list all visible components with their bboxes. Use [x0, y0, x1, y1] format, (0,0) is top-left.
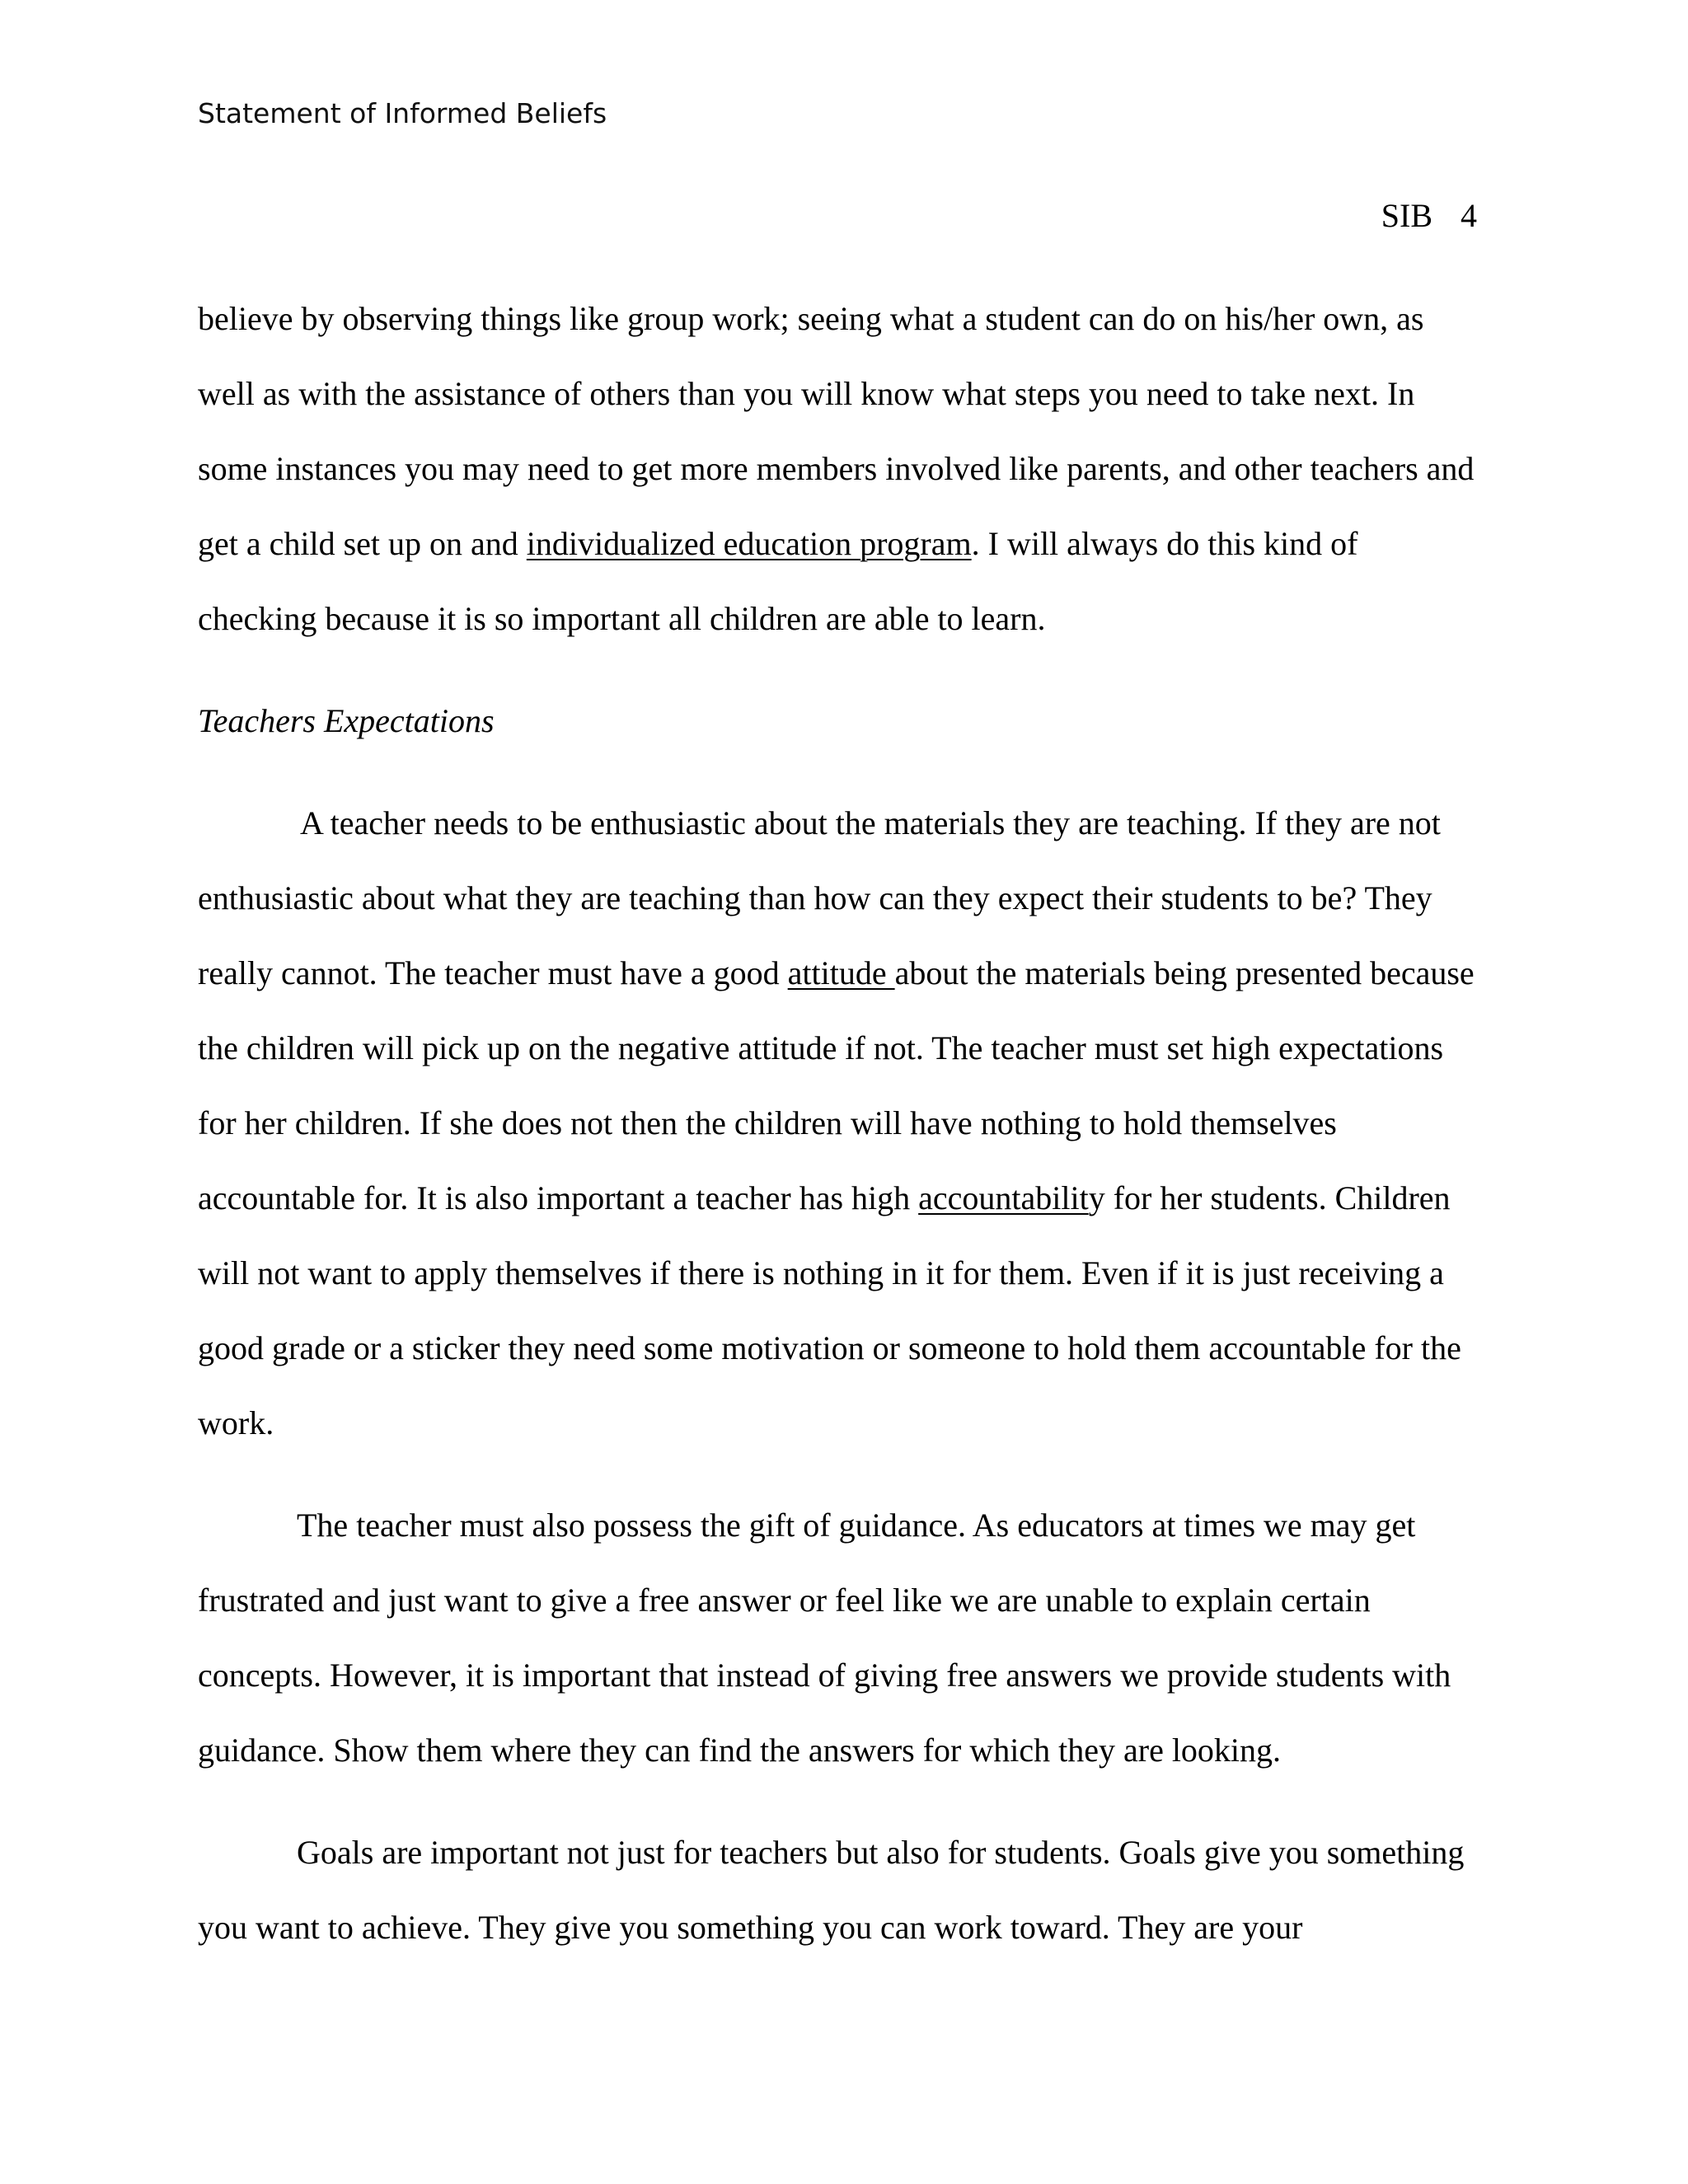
- paragraph-3-line-2: frustrated and just want to give a free answer or feel like we are unable to explain certain: [198, 1582, 1371, 1619]
- paragraph-1-line-3: some instances you may need to get more members involved like parents, and other teachers and: [198, 450, 1475, 487]
- paragraph-2-line-6-text-after: y for her students. Children: [1088, 1179, 1451, 1216]
- paragraph-4-line-1: Goals are important not just for teachers but also for students. Goals give you something: [297, 1834, 1465, 1871]
- link-individualized-education-program[interactable]: individualized education program: [526, 525, 972, 562]
- paragraph-1-line-1: believe by observing things like group work; seeing what a student can do on his/her own, as: [198, 300, 1424, 337]
- paragraph-2-line-5: for her children. If she does not then the children will have nothing to hold themselves: [198, 1104, 1337, 1141]
- paragraph-2-line-3-text-before: really cannot. The teacher must have a good: [198, 954, 788, 991]
- paragraph-2-line-9: work.: [198, 1404, 274, 1441]
- paragraph-2-line-1: A teacher needs to be enthusiastic about the materials they are teaching. If they are not: [300, 804, 1441, 841]
- paragraph-1-line-2: well as with the assistance of others than you will know what steps you need to take next. In: [198, 375, 1415, 412]
- running-head-label: SIB: [1381, 197, 1432, 234]
- link-attitude[interactable]: attitude: [787, 954, 895, 991]
- paragraph-2-line-4: the children will pick up on the negative attitude if not. The teacher must set high expectations: [198, 1029, 1444, 1066]
- paragraph-1-line-4: [198, 527, 1357, 560]
- link-accountability[interactable]: accountabilit: [918, 1179, 1089, 1216]
- paragraph-2-line-3-text-after: about the materials being presented because: [894, 954, 1475, 991]
- paragraph-4-line-2: you want to achieve. They give you something you can work toward. They are your: [198, 1909, 1303, 1946]
- paragraph-2-line-2: enthusiastic about what they are teaching than how can they expect their students to be? They: [198, 879, 1432, 916]
- paragraph-3-line-4: guidance. Show them where they can find the answers for which they are looking.: [198, 1732, 1282, 1769]
- paragraph-1-line-4-text-after: . I will always do this kind of: [971, 525, 1358, 562]
- paragraph-3-line-1: The teacher must also possess the gift of guidance. As educators at times we may get: [297, 1507, 1416, 1544]
- paragraph-2-line-7: will not want to apply themselves if there is nothing in it for them. Even if it is just receiving a: [198, 1254, 1444, 1291]
- paragraph-2-line-6: [198, 1179, 1451, 1216]
- paragraph-2-line-6-text-before: accountable for. It is also important a teacher has high: [198, 1179, 919, 1216]
- running-head: [1381, 196, 1477, 235]
- paragraph-2-line-8: good grade or a sticker they need some motivation or someone to hold them accountable for the: [198, 1329, 1461, 1366]
- paragraph-1-line-4-text-before: get a child set up on and: [198, 525, 527, 562]
- paragraph-1-line-5: checking because it is so important all children are able to learn.: [198, 600, 1046, 637]
- document-header-title: Statement of Informed Beliefs: [198, 97, 607, 129]
- page-number: 4: [1461, 197, 1477, 234]
- paragraph-2-line-3: [198, 954, 1475, 991]
- paragraph-3-line-3: concepts. However, it is important that instead of giving free answers we provide students with: [198, 1657, 1451, 1694]
- section-heading: Teachers Expectations: [198, 702, 495, 739]
